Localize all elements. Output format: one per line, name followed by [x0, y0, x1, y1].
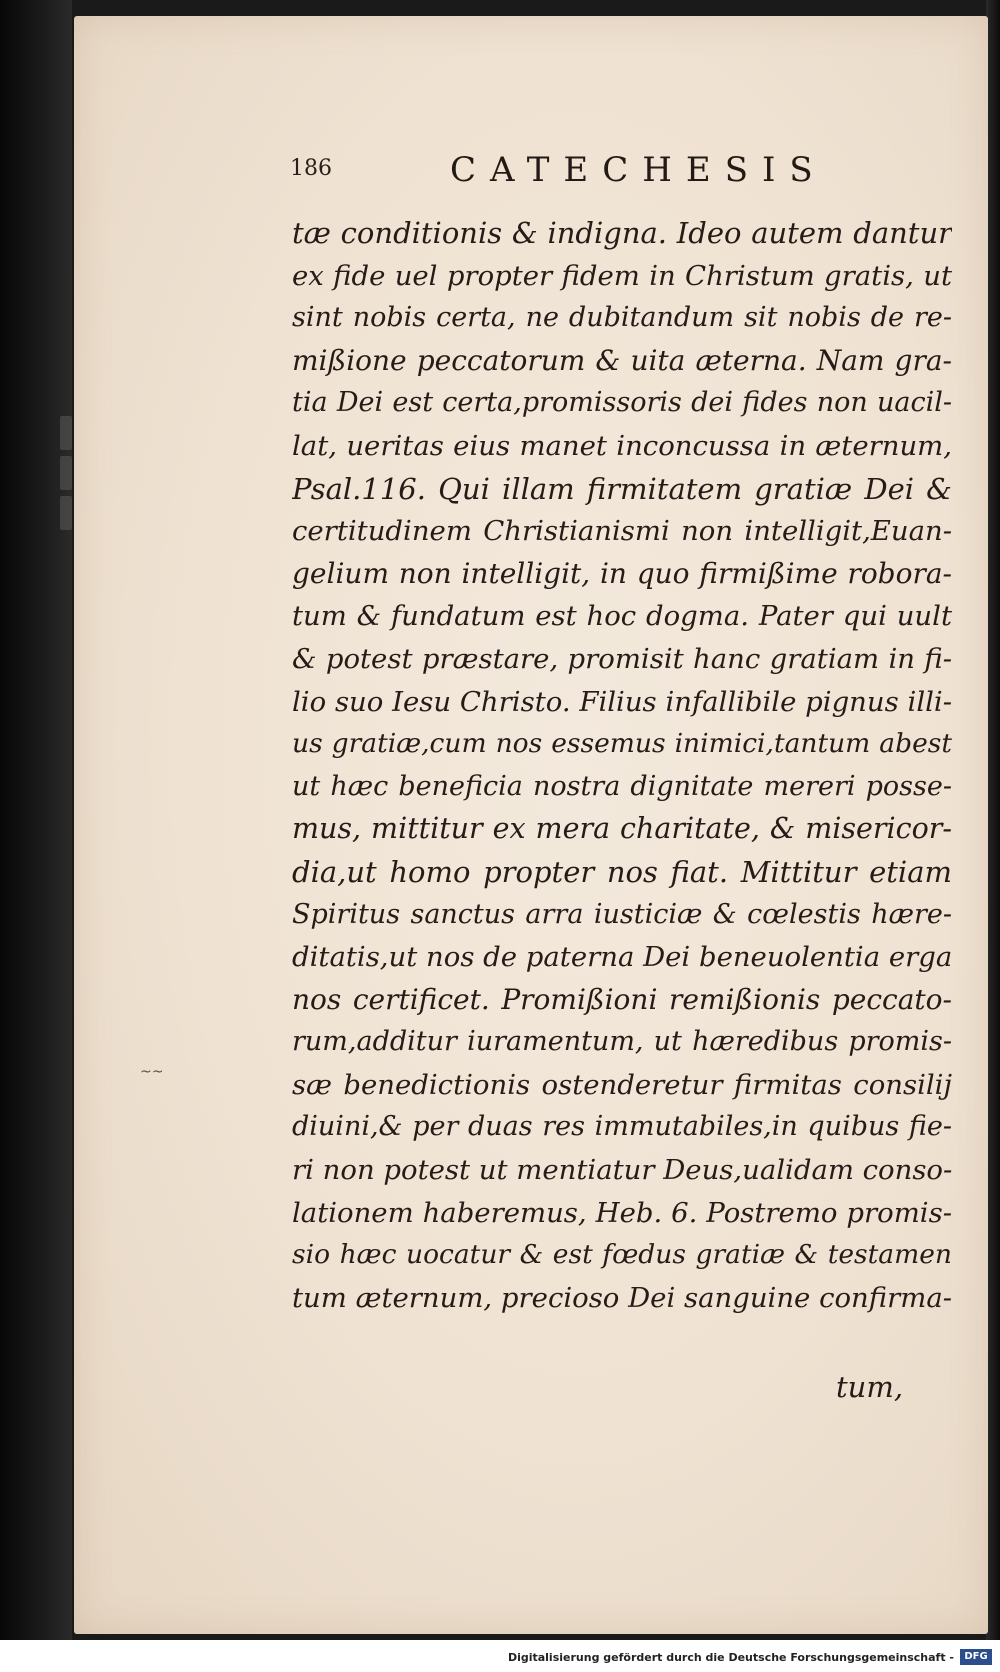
text-line: ut hæc beneficia nostra dignitate mereri posse-: [292, 770, 952, 802]
running-head: [290, 150, 830, 190]
text-line: mus, mittitur ex mera charitate, & misericor-: [292, 812, 952, 846]
book-fore-edge: [986, 0, 1000, 1640]
dfg-logo: DFG: [960, 1649, 992, 1665]
running-title: CATECHESIS: [450, 150, 827, 190]
footer: [0, 1640, 1000, 1672]
text-line: sint nobis certa, ne dubitandum sit nobis de re-: [292, 302, 952, 334]
text-line: ditatis,ut nos de paterna Dei beneuolentia erga: [292, 941, 952, 974]
text-line: ex fide uel propter fidem in Christum gratis, ut: [292, 259, 952, 292]
text-line: tæ conditionis & indigna. Ideo autem dantur: [292, 216, 952, 250]
digitization-credit: Digitalisierung gefördert durch die Deutsche Forschungsgemeinschaft -: [507, 1651, 954, 1664]
text-line: nos certificet. Promißioni remißionis peccato-: [292, 982, 952, 1016]
text-line: ri non potest ut mentiatur Deus,ualidam conso-: [292, 1154, 952, 1187]
book-spine-edge: [0, 0, 72, 1640]
bleed-mark: [60, 456, 72, 490]
text-line: tia Dei est certa,promissoris dei fides non uacil-: [292, 387, 952, 419]
text-line: Psal.116. Qui illam firmitatem gratiæ Dei &: [292, 471, 952, 506]
adjacent-page-bleed: [0, 410, 74, 580]
text-line: sæ benedictionis ostenderetur firmitas consilij: [292, 1068, 952, 1101]
text-line: lio suo Iesu Christo. Filius infallibile pignus illi-: [292, 685, 952, 718]
catchword: tum,: [836, 1370, 904, 1404]
text-line: Spiritus sanctus arra iusticiæ & cœlestis hære-: [292, 898, 952, 930]
bleed-mark: [60, 496, 72, 530]
text-line: sio hæc uocatur & est fœdus gratiæ & testamen: [292, 1239, 952, 1271]
text-line: certitudinem Christianismi non intelligit,Euan-: [292, 515, 952, 548]
text-line: & potest præstare, promisit hanc gratiam in fi-: [292, 642, 952, 675]
text-line: lat, ueritas eius manet inconcussa in æternum,: [292, 429, 952, 462]
margin-mark: ~~: [140, 1064, 164, 1080]
text-line: us gratiæ,cum nos essemus inimici,tantum abest: [292, 728, 952, 760]
text-line: diuini,& per duas res immutabiles,in quibus fie-: [292, 1111, 952, 1143]
text-line: rum,additur iuramentum, ut hæredibus promis-: [292, 1026, 952, 1058]
text-line: mißione peccatorum & uita æterna. Nam gra-: [292, 343, 952, 377]
text-line: gelium non intelligit, in quo firmißime robora-: [292, 556, 952, 590]
text-line: tum & fundatum est hoc dogma. Pater qui uult: [292, 600, 952, 633]
page-number: 186: [290, 156, 332, 181]
body-text: [292, 212, 952, 1319]
text-line: lationem haberemus, Heb. 6. Postremo promis-: [292, 1196, 952, 1229]
text-line: dia,ut homo propter nos fiat. Mittitur etiam: [292, 854, 952, 889]
text-line: tum æternum, precioso Dei sanguine confirma-: [292, 1281, 952, 1314]
bleed-mark: [60, 416, 72, 450]
